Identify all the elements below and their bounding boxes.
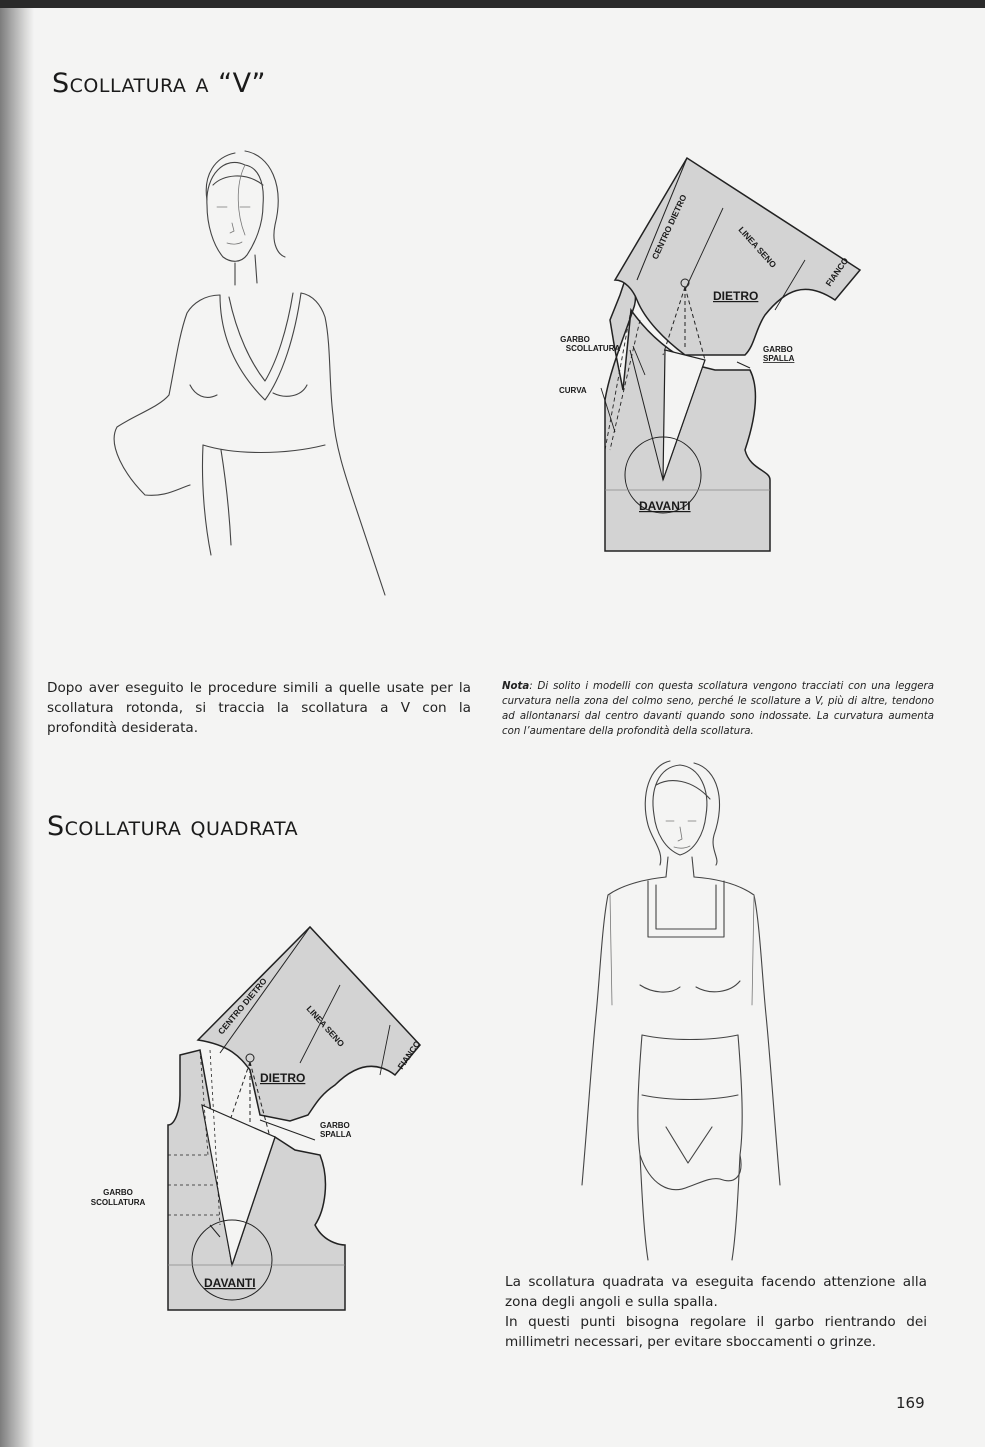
label-curva: CURVA <box>559 386 587 395</box>
label-garbo-spalla-1: GARBO <box>763 345 793 354</box>
paragraph-square-neck-2: In questi punti bisogna regolare il garbo rientrando dei millimetri necessari, per evitare sboccamenti o grinze. <box>505 1314 927 1350</box>
label-garbo-spalla-2: SPALLA <box>763 354 795 363</box>
page-binding-shadow <box>0 8 34 1447</box>
label-centro-dietro: CENTRO DIETRO <box>215 975 269 1037</box>
note-text: : Di solito i modelli con questa scollatura vengono tracciati con una leggera curvatura nella zona del colmo seno, perché le scollature a V, più di altre, tendono ad allontanarsi dal centro davanti quando sono indossate. La curvatura aumenta con l’aumentare della profondità della scollatura. <box>502 681 934 737</box>
label-linea-seno: LINEA SENO <box>304 1003 347 1049</box>
label-fianco: FIANCO <box>395 1038 423 1072</box>
label-davanti: DAVANTI <box>639 499 691 513</box>
page-number: 169 <box>896 1394 925 1412</box>
top-edge <box>0 0 985 8</box>
paragraph-square-neck <box>505 1272 927 1352</box>
label-linea-seno: LINEA SENO <box>736 224 779 270</box>
pattern-v-neck <box>545 150 865 560</box>
title-v-neckline: Scollatura a “V” <box>52 68 267 99</box>
illustration-square-neck <box>570 755 805 1265</box>
label-garbo-scollatura-1: GARBO <box>103 1188 133 1197</box>
label-garbo-scollatura-1: GARBO <box>560 335 590 344</box>
label-dietro: DIETRO <box>713 289 759 303</box>
note-label: Nota <box>502 681 530 692</box>
label-centro-dietro: CENTRO DIETRO <box>649 192 689 261</box>
illustration-v-neck <box>95 145 395 625</box>
note-v-neck <box>502 679 934 739</box>
label-garbo-scollatura-2: SCOLLATURA <box>90 1198 146 1207</box>
paragraph-square-neck-1: La scollatura quadrata va eseguita facendo attenzione alla zona degli angoli e sulla spalla. <box>505 1274 927 1310</box>
label-dietro: DIETRO <box>260 1071 306 1085</box>
paragraph-v-neck: Dopo aver eseguito le procedure simili a quelle usate per la scollatura rotonda, si traccia la scollatura a V con la profondità desiderata. <box>47 680 471 736</box>
pattern-square-neck <box>80 925 440 1325</box>
label-garbo-spalla-1: GARBO <box>320 1121 350 1130</box>
label-fianco: FIANCO <box>823 255 851 289</box>
label-garbo-scollatura-2: SCOLLATURA <box>565 344 621 353</box>
title-square-neckline: Scollatura quadrata <box>47 811 299 842</box>
label-garbo-spalla-2: SPALLA <box>320 1130 352 1139</box>
label-davanti: DAVANTI <box>204 1276 256 1290</box>
